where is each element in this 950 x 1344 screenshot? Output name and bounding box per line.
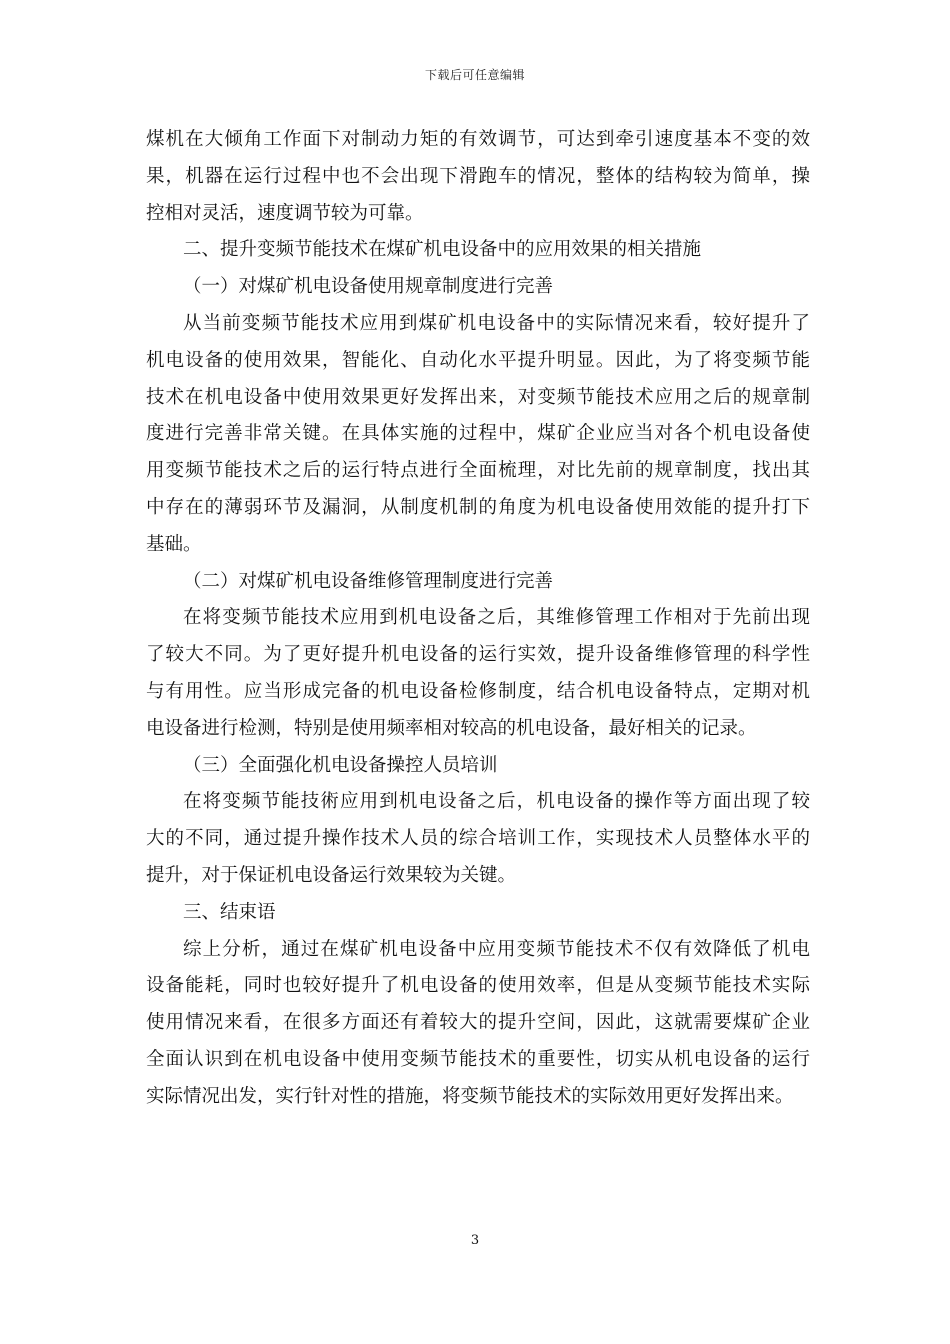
paragraph-line: 了较大不同。为了更好提升机电设备的运行实效，提升设备维修管理的科学性	[146, 644, 810, 666]
paragraph-line: 煤机在大倾角工作面下对制动力矩的有效调节，可达到牵引速度基本不变的效	[146, 129, 810, 150]
page-number: 3	[470, 1233, 480, 1248]
paragraph-line: 在将变频节能技術应用到机电设备之后，机电设备的操作等方面出现了较	[183, 791, 810, 813]
paragraph-line: 实际情况出发，实行针对性的措施，将变频节能技术的实际效用更好发挥出来。	[146, 1085, 794, 1107]
paragraph-line: 在将变频节能技术应用到机电设备之后，其维修管理工作相对于先前出现	[183, 607, 810, 629]
paragraph-line: 技术在机电设备中使用效果更好发挥出来，对变频节能技术应用之后的规章制	[146, 386, 810, 408]
section-heading: 三、结束语	[183, 901, 276, 923]
paragraph-line: 全面认识到在机电设备中使用变频节能技术的重要性，切实从机电设备的运行	[146, 1048, 810, 1070]
paragraph-line: 与有用性。应当形成完备的机电设备检修制度，结合机电设备特点，定期对机	[146, 680, 810, 702]
document-body	[146, 122, 810, 1116]
section-heading: 二、提升变频节能技术在煤矿机电设备中的应用效果的相关措施	[183, 239, 702, 261]
paragraph-line: 综上分析，通过在煤矿机电设备中应用变频节能技术不仅有效降低了机电	[183, 938, 810, 960]
paragraph-line: 提升，对于保证机电设备运行效果较为关键。	[146, 864, 517, 886]
subsection-heading: （三）全面强化机电设备操控人员培训	[183, 754, 498, 776]
paragraph-line: 大的不同，通过提升操作技术人员的综合培训工作，实现技术人员整体水平的	[146, 828, 810, 850]
page-header: 下载后可任意编辑	[424, 68, 525, 82]
paragraph-line: 控相对灵活，速度调节较为可靠。	[146, 202, 424, 224]
paragraph-line: 使用情况来看，在很多方面还有着较大的提升空间，因此，这就需要煤矿企业	[146, 1012, 810, 1034]
paragraph-line: 基础。	[146, 533, 202, 555]
subsection-heading: （二）对煤矿机电设备维修管理制度进行完善	[183, 570, 554, 592]
paragraph-line: 果，机器在运行过程中也不会出现下滑跑车的情况，整体的结构较为简单，操	[146, 165, 810, 187]
paragraph-line: 用变频节能技术之后的运行特点进行全面梳理，对比先前的规章制度，找出其	[146, 460, 810, 482]
paragraph-line: 机电设备的使用效果，智能化、自动化水平提升明显。因此，为了将变频节能	[146, 349, 810, 371]
paragraph-line: 度进行完善非常关键。在具体实施的过程中，煤矿企业应当对各个机电设备使	[146, 423, 810, 445]
subsection-heading: （一）对煤矿机电设备使用规章制度进行完善	[183, 276, 554, 298]
paragraph-line: 设备能耗，同时也较好提升了机电设备的使用效率，但是从变频节能技术实际	[146, 975, 810, 997]
paragraph-line: 中存在的薄弱环节及漏洞，从制度机制的角度为机电设备使用效能的提升打下	[146, 496, 810, 518]
paragraph-line: 电设备进行检测，特别是使用频率相对较高的机电设备，最好相关的记录。	[146, 717, 757, 739]
paragraph-line: 从当前变频节能技术应用到煤矿机电设备中的实际情况来看，较好提升了	[183, 312, 810, 334]
